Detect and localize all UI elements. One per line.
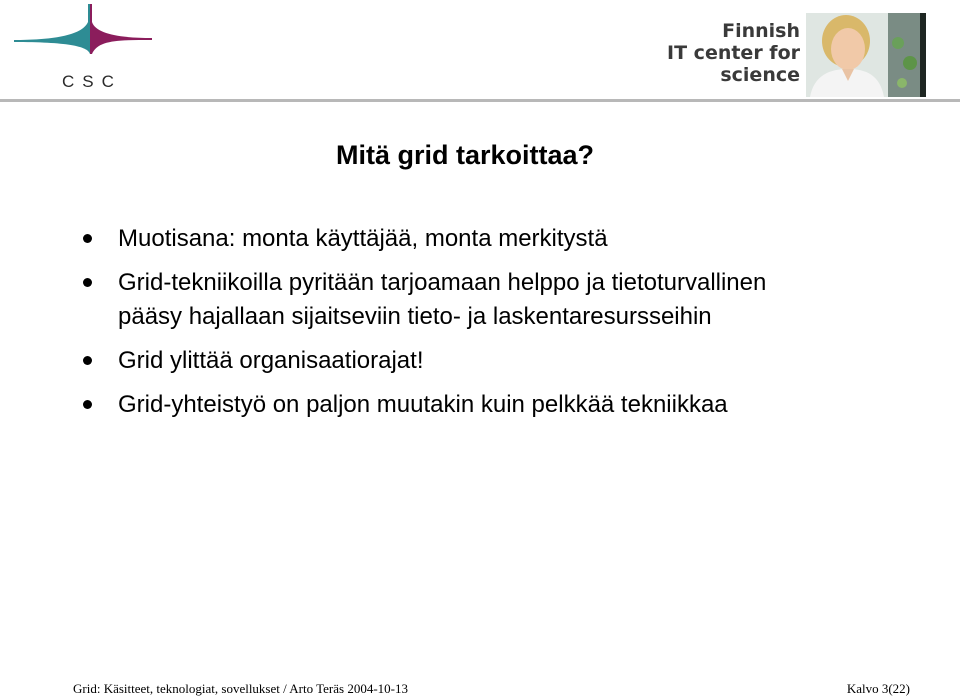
bullet-text-continued: pääsy hajallaan sijaitseviin tieto- ja laskentaresursseihin [118, 303, 712, 330]
brand-text [640, 20, 800, 86]
brand-line: science [720, 64, 800, 86]
footer-info: Grid: Käsitteet, teknologiat, sovellukset / Arto Teräs 2004-10-13 [73, 681, 408, 696]
bullet-dot-icon [83, 278, 92, 287]
bullet-text: Grid-tekniikoilla pyritään tarjoamaan helppo ja tietoturvallinen [118, 269, 767, 296]
slide-header [0, 0, 960, 106]
bullet-item [80, 388, 940, 422]
slide-title: Mitä grid tarkoittaa? [335, 140, 595, 170]
brand-line: Finnish [722, 20, 800, 42]
logo-text: CSC [62, 72, 122, 91]
bullet-text: Grid-yhteistyö on paljon muutakin kuin pelkkää tekniikkaa [118, 391, 728, 418]
bullet-list [80, 222, 940, 432]
header-rule [0, 99, 960, 102]
bullet-text: Grid ylittää organisaatiorajat! [118, 347, 424, 374]
bullet-text: Muotisana: monta käyttäjää, monta merkitystä [118, 225, 608, 252]
bullet-item [80, 344, 940, 378]
portrait-photo [806, 13, 926, 97]
bullet-item [80, 222, 940, 256]
brand-line: IT center for [667, 42, 800, 64]
bullet-item [80, 266, 940, 334]
slide-number: Kalvo 3(22) [846, 681, 910, 696]
bullet-dot-icon [83, 400, 92, 409]
bullet-dot-icon [83, 356, 92, 365]
bullet-dot-icon [83, 234, 92, 243]
